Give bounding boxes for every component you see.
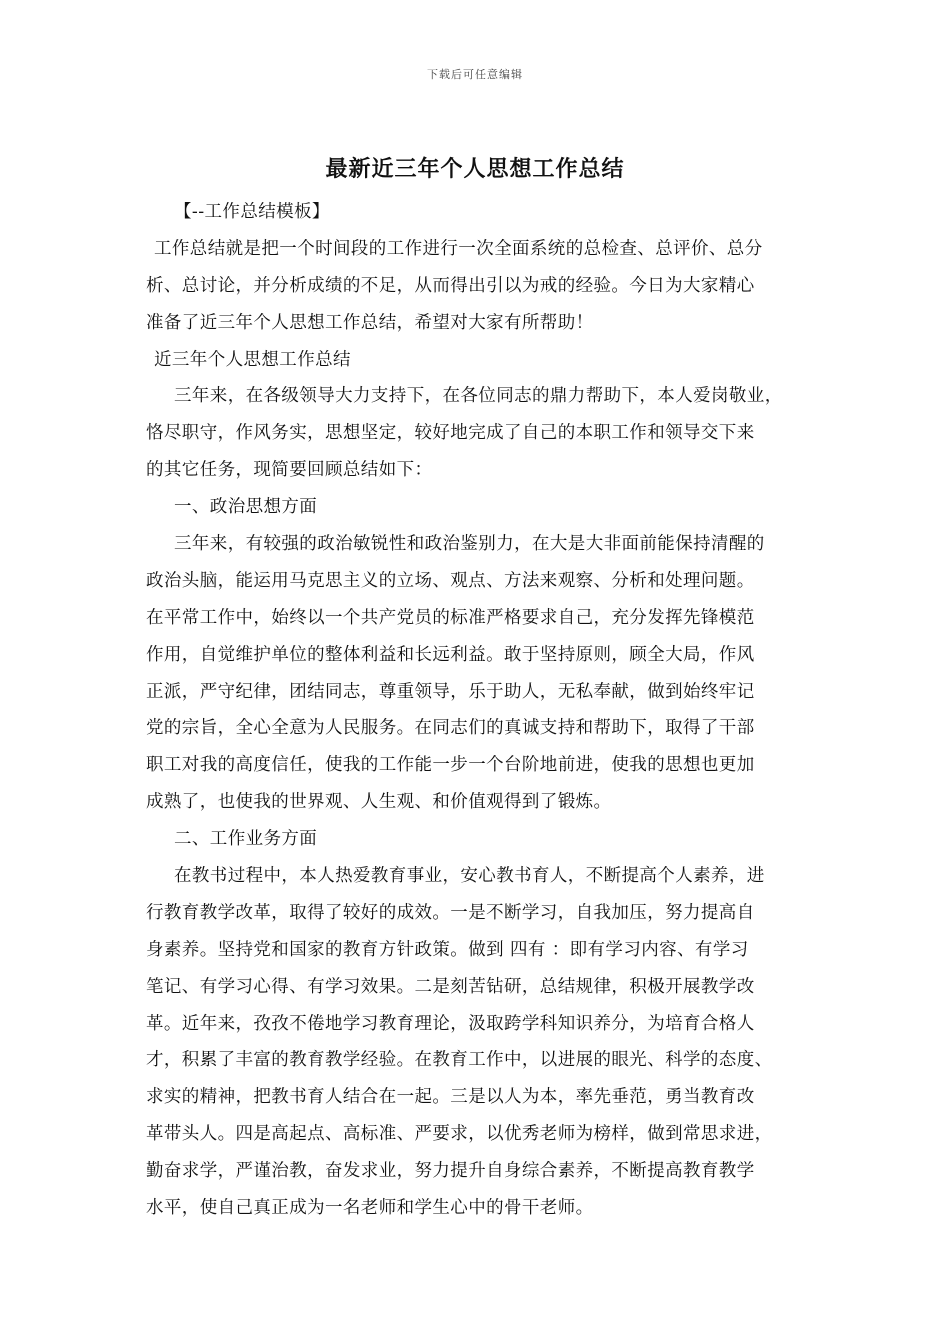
body-line: 成熟了，也使我的世界观、人生观、和价值观得到了锻炼。 [146,792,612,813]
document-title: 最新近三年个人思想工作总结 [325,157,625,182]
body-line: 近三年个人思想工作总结 [154,349,351,370]
body-line: 正派，严守纪律，团结同志，尊重领导，乐于助人，无私奉献，做到始终牢记 [146,681,755,702]
body-line: 恪尽职守，作风务实，思想坚定，较好地完成了自己的本职工作和领导交下来 [146,423,755,444]
body-line: 求实的精神，把教书育人结合在一起。三是以人为本，率先垂范，勇当教育改 [146,1087,755,1108]
body-line: 析、总讨论，并分析成绩的不足，从而得出引以为戒的经验。今日为大家精心 [146,275,755,296]
body-line: 勤奋求学，严谨治教，奋发求业，努力提升自身综合素养，不断提高教育教学 [146,1161,755,1182]
body-line: 二、工作业务方面 [174,829,318,850]
body-line: 三年来，有较强的政治敏锐性和政治鉴别力，在大是大非面前能保持清醒的 [174,534,765,555]
header-note: 下载后可任意编辑 [427,68,523,81]
body-line: 水平，使自己真正成为一名老师和学生心中的骨干老师。 [146,1198,594,1219]
document-body [146,194,820,1227]
body-line: 在平常工作中，始终以一个共产党员的标准严格要求自己，充分发挥先锋模范 [146,607,755,628]
body-line: 准备了近三年个人思想工作总结，希望对大家有所帮助！ [146,312,594,333]
body-line: 【--工作总结模板】 [174,202,330,222]
body-line: 政治头脑，能运用马克思主义的立场、观点、方法来观察、分析和处理问题。 [146,570,755,591]
body-line: 在教书过程中，本人热爱教育事业，安心教书育人，不断提高个人素养，进 [174,866,765,887]
body-line: 一、政治思想方面 [174,497,318,518]
body-line: 党的宗旨，全心全意为人民服务。在同志们的真诚支持和帮助下，取得了干部 [146,718,755,739]
body-line: 作用，自觉维护单位的整体利益和长远利益。敢于坚持原则，顾全大局，作风 [146,644,755,665]
body-line: 身素养。坚持党和国家的教育方针政策。做到 四有 ：即有学习内容、有学习 [146,939,749,960]
body-line: 笔记、有学习心得、有学习效果。二是刻苦钻研，总结规律，积极开展教学改 [146,976,755,997]
body-line: 才，积累了丰富的教育教学经验。在教育工作中，以进展的眼光、科学的态度、 [146,1050,773,1071]
body-line: 革带头人。四是高起点、高标准、严要求，以优秀老师为榜样，做到常思求进， [146,1124,773,1145]
body-line: 三年来，在各级领导大力支持下，在各位同志的鼎力帮助下，本人爱岗敬业， [174,386,783,407]
body-line: 的其它任务，现简要回顾总结如下： [146,460,433,481]
body-line: 工作总结就是把一个时间段的工作进行一次全面系统的总检查、总评价、总分 [154,238,763,259]
body-line: 职工对我的高度信任，使我的工作能一步一个台阶地前进，使我的思想也更加 [146,755,755,776]
body-line: 革。近年来，孜孜不倦地学习教育理论，汲取跨学科知识养分，为培育合格人 [146,1013,755,1034]
body-line: 行教育教学改革，取得了较好的成效。一是不断学习，自我加压，努力提高自 [146,902,755,923]
